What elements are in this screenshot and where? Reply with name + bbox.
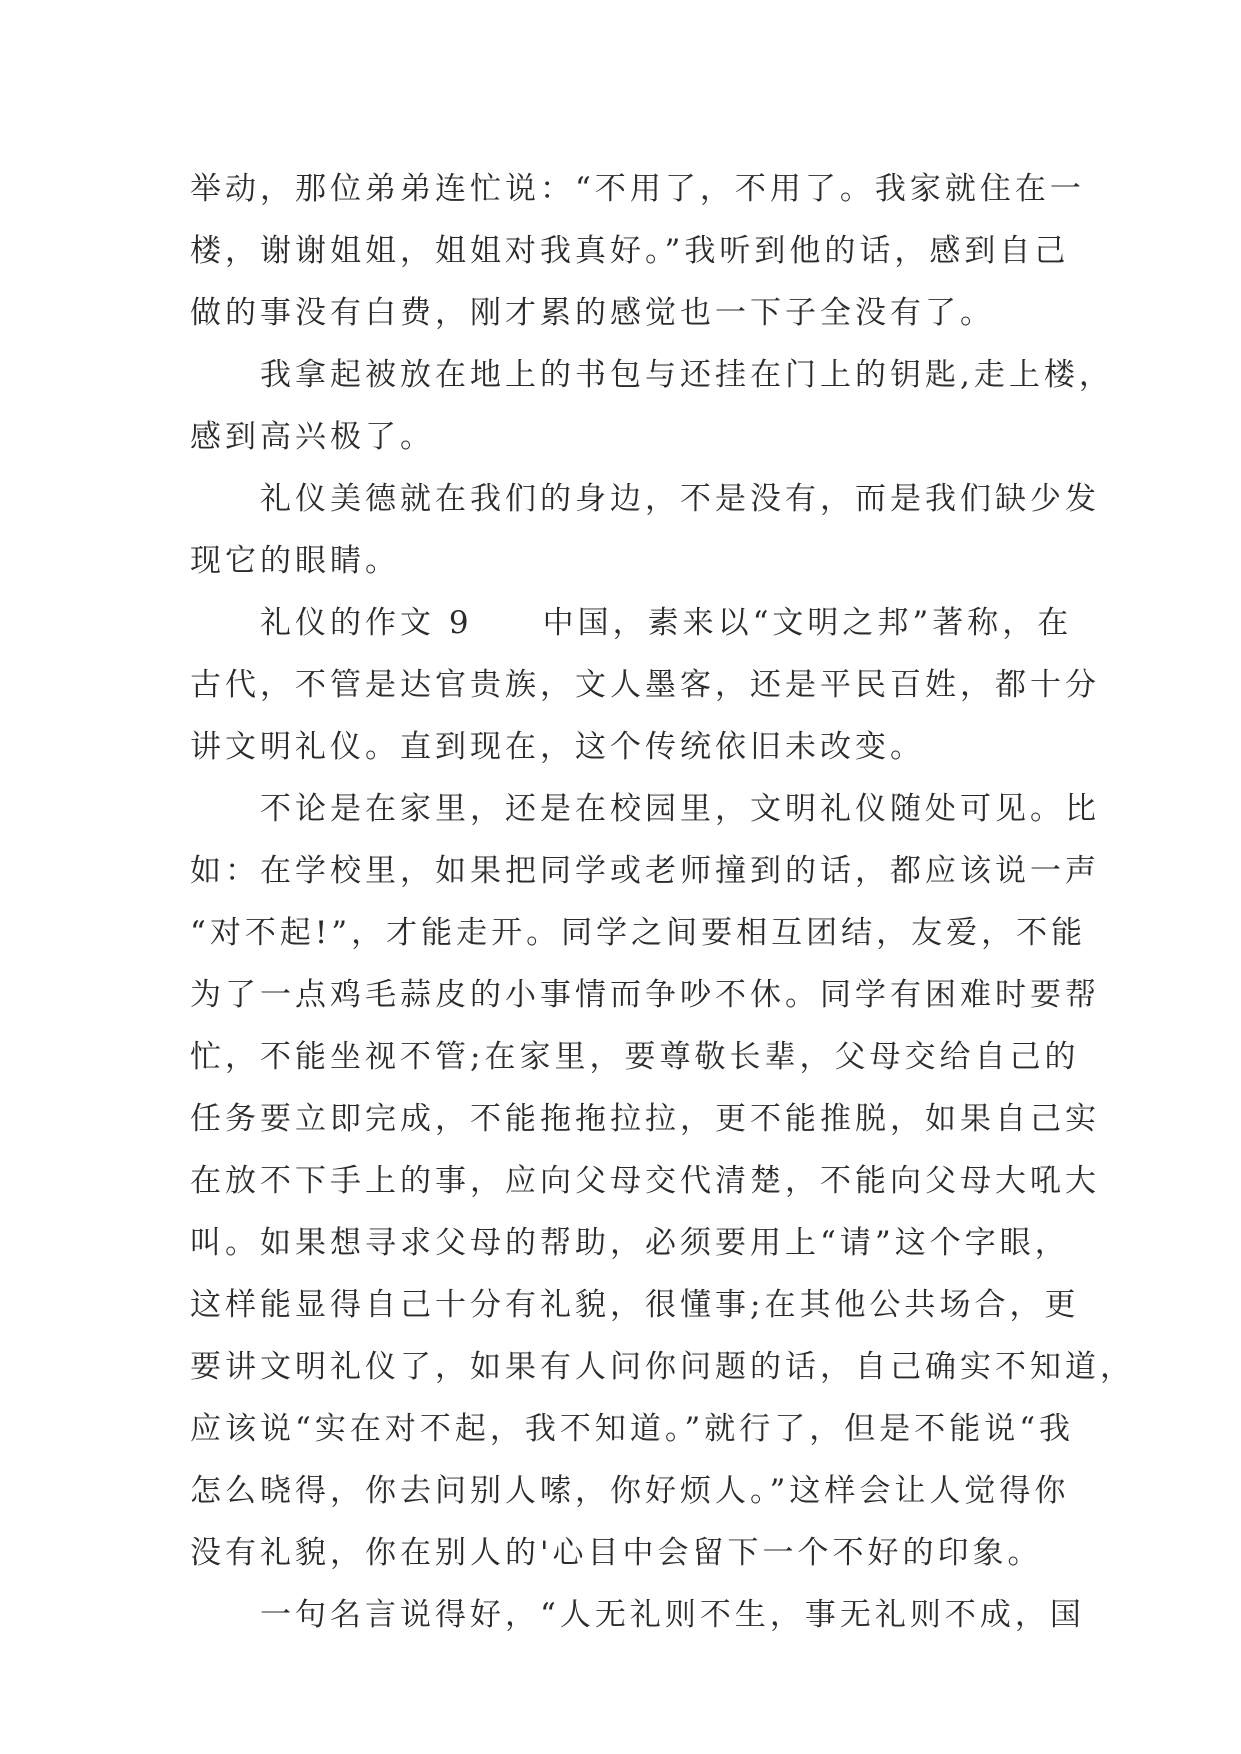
text-line: 楼，谢谢姐姐，姐姐对我真好。”我听到他的话，感到自己: [190, 233, 1070, 269]
text-line: 要讲文明礼仪了，如果有人问你问题的话，自己确实不知道，: [190, 1349, 1135, 1385]
document-body: [190, 158, 1135, 1646]
text-line: 现它的眼睛。: [190, 543, 400, 579]
text-line: “对不起!”，才能走开。同学之间要相互团结，友爱，不能: [190, 915, 1087, 951]
text-line: 古代，不管是达官贵族，文人墨客，还是平民百姓，都十分: [190, 667, 1100, 703]
text-line: 这样能显得自己十分有礼貌，很懂事;在其他公共场合，更: [190, 1287, 1080, 1323]
text-line: 叫。如果想寻求父母的帮助，必须要用上“请”这个字眼，: [190, 1225, 1070, 1261]
text-line: 没有礼貌，你在别人的'心目中会留下一个不好的印象。: [190, 1535, 1043, 1571]
text-line: 为了一点鸡毛蒜皮的小事情而争吵不休。同学有困难时要帮: [190, 977, 1100, 1013]
text-line: 讲文明礼仪。直到现在，这个传统依旧未改变。: [190, 729, 925, 765]
text-line: 任务要立即完成，不能拖拖拉拉，更不能推脱，如果自己实: [190, 1101, 1100, 1137]
text-line: 一句名言说得好，“人无礼则不生，事无礼则不成，国: [260, 1597, 1085, 1633]
text-line: 怎么晓得，你去问别人嗦，你好烦人。”这样会让人觉得你: [190, 1473, 1070, 1509]
text-line: 礼仪美德就在我们的身边，不是没有，而是我们缺少发: [260, 481, 1100, 517]
text-line: 感到高兴极了。: [190, 419, 435, 455]
text-line: 礼仪的作文 9 中国，素来以“文明之邦”著称，在: [260, 605, 1073, 641]
text-line: 我拿起被放在地上的书包与还挂在门上的钥匙,走上楼，: [260, 357, 1114, 393]
text-line: 在放不下手上的事，应向父母交代清楚，不能向父母大吼大: [190, 1163, 1100, 1199]
text-line: 做的事没有白费，刚才累的感觉也一下子全没有了。: [190, 295, 995, 331]
text-line: 举动，那位弟弟连忙说：“不用了，不用了。我家就住在一: [190, 171, 1085, 207]
text-line: 不论是在家里，还是在校园里，文明礼仪随处可见。比: [260, 791, 1100, 827]
text-line: 忙，不能坐视不管;在家里，要尊敬长辈，父母交给自己的: [190, 1039, 1080, 1075]
text-line: 应该说“实在对不起，我不知道。”就行了，但是不能说“我: [190, 1411, 1075, 1447]
text-line: 如：在学校里，如果把同学或老师撞到的话，都应该说一声: [190, 853, 1100, 889]
